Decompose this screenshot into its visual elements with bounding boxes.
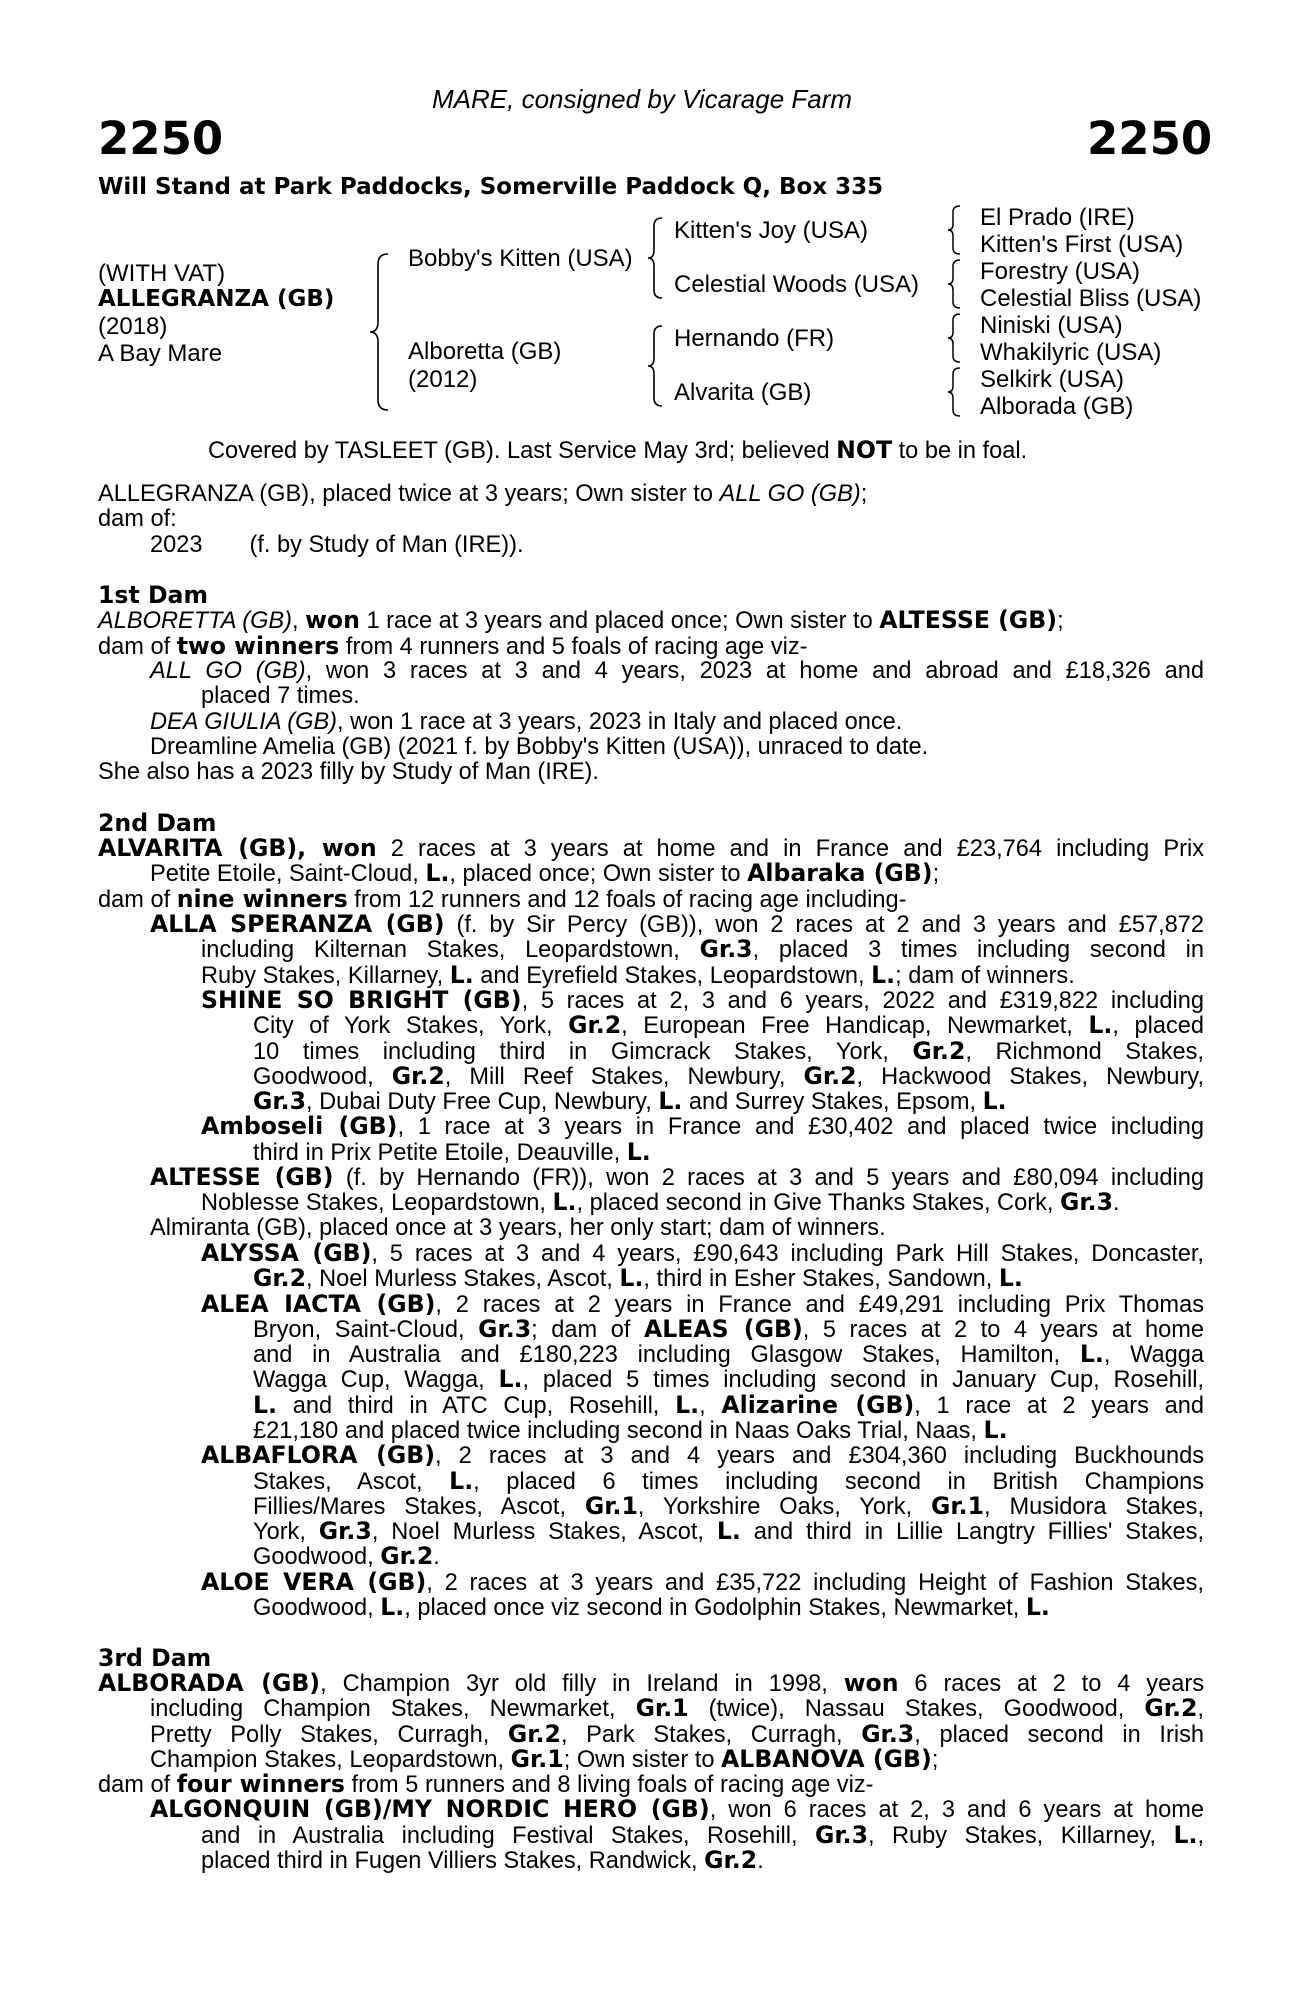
first-dam-progeny-1-cont: placed 7 times. [201, 683, 360, 710]
second-dam-line-21: and in Australia and £180,223 including Glasgow Stakes, Hamilton, L., Wagga [253, 1342, 1204, 1368]
second-dam-line-5: including Kilternan Stakes, Leopardstown, Gr.3, placed 3 times including second in [201, 937, 1204, 963]
ancestor-8: Alborada (GB) [980, 393, 1134, 420]
third-dam-line-4: Champion Stakes, Leopardstown, Gr.1; Own sister to ALBANOVA (GB); [150, 1744, 939, 1773]
sire-dam: Celestial Woods (USA) [674, 271, 919, 298]
second-dam-line-4: ALLA SPERANZA (GB) (f. by Sir Percy (GB)), won 2 races at 2 and 3 years and £57,872 [150, 912, 1204, 938]
horse-year: (2018) [98, 313, 168, 340]
ancestor-7: Selkirk (USA) [980, 366, 1125, 393]
dam-sire: Hernando (FR) [674, 325, 835, 352]
lot-number-right: 2250 [1087, 112, 1213, 165]
second-dam-heading: 2nd Dam [98, 808, 217, 837]
dam-dam: Alvarita (GB) [674, 379, 812, 406]
second-dam-line-27: Fillies/Mares Stakes, Ascot, Gr.1, Yorkshire Oaks, York, Gr.1, Musidora Stakes, [253, 1493, 1204, 1520]
first-dam-progeny-3: Dreamline Amelia (GB) (2021 f. by Bobby's Kitten (USA)), unraced to date. [150, 733, 929, 760]
third-dam-line-6: ALGONQUIN (GB)/MY NORDIC HERO (GB), won 6 races at 2, 3 and 6 years at home [150, 1797, 1204, 1823]
ancestor-2: Kitten's First (USA) [980, 231, 1184, 258]
second-dam-line-31: Goodwood, L., placed once viz second in Godolphin Stakes, Newmarket, L. [253, 1593, 1050, 1622]
first-dam-dam-of: dam of two winners from 4 runners and 5 foals of racing age viz- [98, 631, 808, 660]
intro-line: ALLEGRANZA (GB), placed twice at 3 years; Own sister to ALL GO (GB); [98, 481, 868, 507]
covered-text: Covered by TASLEET (GB). Last Service May 3rd; believed [208, 438, 837, 464]
intro-dam-of: dam of: [98, 506, 177, 533]
sire-sire: Kitten's Joy (USA) [674, 217, 868, 244]
consignor-line: MARE, consigned by Vicarage Farm [432, 84, 853, 114]
first-dam-progeny-4: She also has a 2023 filly by Study of Man (IRE). [98, 759, 599, 786]
second-dam-line-9: 10 times including third in Gimcrack Stakes, York, Gr.2, Richmond Stakes, [253, 1038, 1204, 1064]
pedigree-brace-g2 [946, 258, 964, 310]
second-dam-line-29: Goodwood, Gr.2. [253, 1542, 440, 1571]
second-dam-line-13: third in Prix Petite Etoile, Deauville, L. [253, 1137, 651, 1166]
sire-name: Bobby's Kitten (USA) [408, 245, 633, 272]
first-dam-progeny-2: DEA GIULIA (GB), won 1 race at 3 years, 2023 in Italy and placed once. [150, 708, 903, 735]
second-dam-line-30: ALOE VERA (GB), 2 races at 3 years and £35,722 including Height of Fashion Stakes, [201, 1569, 1204, 1596]
second-dam-line-8: City of York Stakes, York, Gr.2, European Free Handicap, Newmarket, L., placed [253, 1013, 1204, 1039]
pedigree-brace-dam [646, 324, 666, 408]
second-dam-line-14: ALTESSE (GB) (f. by Hernando (FR)), won 2 races at 3 and 5 years and £80,094 including [150, 1165, 1204, 1191]
pedigree-brace-g3 [946, 312, 964, 364]
horse-name: ALLEGRANZA (GB) [98, 286, 335, 312]
second-dam-line-19: ALEA IACTA (GB), 2 races at 2 years in France and £49,291 including Prix Thomas [201, 1291, 1204, 1317]
third-dam-line-8: placed third in Fugen Villiers Stakes, Randwick, Gr.2. [201, 1846, 764, 1875]
second-dam-line-20: Bryon, Saint-Cloud, Gr.3; dam of ALEAS (GB), 5 races at 2 to 4 years at home [253, 1316, 1204, 1343]
ancestor-1: El Prado (IRE) [980, 204, 1135, 231]
first-dam-heading: 1st Dam [98, 581, 209, 610]
third-dam-line-2: including Champion Stakes, Newmarket, Gr.1 (twice), Nassau Stakes, Goodwood, Gr.2, [150, 1696, 1204, 1722]
covered-text-end: to be in foal. [892, 438, 1028, 464]
catalogue-body [98, 482, 1204, 1873]
first-dam-progeny-1: ALL GO (GB), won 3 races at 3 and 4 years, 2023 at home and abroad and £18,326 and [150, 659, 1204, 685]
vat-label: (WITH VAT) [98, 260, 226, 287]
third-dam-line-5: dam of four winners from 5 runners and 8 living foals of racing age viz- [98, 1770, 874, 1799]
second-dam-line-26: Stakes, Ascot, L., placed 6 times including second in British Champions [253, 1468, 1204, 1494]
covered-emphasis: NOT [836, 436, 893, 464]
dam-name: Alboretta (GB) [408, 338, 562, 365]
third-dam-line-1: ALBORADA (GB), Champion 3yr old filly in Ireland in 1998, won 6 races at 2 to 4 years [98, 1670, 1204, 1697]
pedigree-brace-main [368, 252, 392, 412]
ancestor-6: Whakilyric (USA) [980, 339, 1162, 366]
second-dam-line-2: Petite Etoile, Saint-Cloud, L., placed once; Own sister to Albaraka (GB); [150, 859, 940, 888]
second-dam-line-6: Ruby Stakes, Killarney, L. and Eyrefield Stakes, Leopardstown, L.; dam of winners. [201, 960, 1075, 989]
second-dam-line-22: Wagga Cup, Wagga, L., placed 5 times including second in January Cup, Rosehill, [253, 1367, 1204, 1393]
second-dam-line-16: Almiranta (GB), placed once at 3 years, her only start; dam of winners. [150, 1214, 886, 1241]
dam-year: (2012) [408, 366, 478, 393]
second-dam-line-24: £21,180 and placed twice including second in Naas Oaks Trial, Naas, L. [253, 1415, 1008, 1444]
second-dam-line-25: ALBAFLORA (GB), 2 races at 3 and 4 years and £304,360 including Buckhounds [201, 1443, 1204, 1469]
lot-number-left: 2250 [98, 112, 224, 165]
ancestor-3: Forestry (USA) [980, 258, 1141, 285]
ancestor-4: Celestial Bliss (USA) [980, 285, 1202, 312]
second-dam-line-11: Gr.3, Dubai Duty Free Cup, Newbury, L. and Surrey Stakes, Epsom, L. [253, 1087, 1007, 1116]
second-dam-line-23: L. and third in ATC Cup, Rosehill, L., Alizarine (GB), 1 race at 2 years and [253, 1392, 1204, 1418]
pedigree-brace-sire [646, 216, 666, 300]
second-dam-line-10: Goodwood, Gr.2, Mill Reef Stakes, Newbury, Gr.2, Hackwood Stakes, Newbury, [253, 1063, 1204, 1090]
third-dam-line-3: Pretty Polly Stakes, Curragh, Gr.2, Park Stakes, Curragh, Gr.3, placed second in Irish [150, 1721, 1204, 1747]
second-dam-line-15: Noblesse Stakes, Leopardstown, L., placed second in Give Thanks Stakes, Cork, Gr.3. [201, 1188, 1120, 1217]
third-dam-line-7: and in Australia including Festival Stakes, Rosehill, Gr.3, Ruby Stakes, Killarney, L., [201, 1822, 1204, 1849]
second-dam-line-1: ALVARITA (GB), won 2 races at 3 years at home and in France and £23,764 including Prix [98, 836, 1204, 862]
ancestor-5: Niniski (USA) [980, 312, 1123, 339]
second-dam-line-12: Amboseli (GB), 1 race at 3 years in France and £30,402 and placed twice including [201, 1114, 1204, 1140]
covered-line [208, 436, 1027, 465]
second-dam-line-3: dam of nine winners from 12 runners and 12 foals of racing age including- [98, 884, 907, 913]
first-dam-line: ALBORETTA (GB), won 1 race at 3 years and placed once; Own sister to ALTESSE (GB); [98, 606, 1064, 635]
second-dam-line-17: ALYSSA (GB), 5 races at 3 and 4 years, £90,643 including Park Hill Stakes, Doncaster, [201, 1240, 1204, 1267]
third-dam-heading: 3rd Dam [98, 1643, 212, 1672]
pedigree-brace-g4 [946, 366, 964, 418]
intro-foal: 2023 (f. by Study of Man (IRE)). [150, 531, 524, 558]
second-dam-line-28: York, Gr.3, Noel Murless Stakes, Ascot, L. and third in Lillie Langtry Fillies' Stakes, [253, 1519, 1204, 1545]
pedigree-brace-g1 [946, 204, 964, 256]
second-dam-line-7: SHINE SO BRIGHT (GB), 5 races at 2, 3 and 6 years, 2022 and £319,822 including [201, 987, 1204, 1014]
horse-description: A Bay Mare [98, 340, 223, 367]
second-dam-line-18: Gr.2, Noel Murless Stakes, Ascot, L., third in Esher Stakes, Sandown, L. [253, 1264, 1023, 1293]
stand-location: Will Stand at Park Paddocks, Somerville Paddock Q, Box 335 [98, 174, 884, 200]
